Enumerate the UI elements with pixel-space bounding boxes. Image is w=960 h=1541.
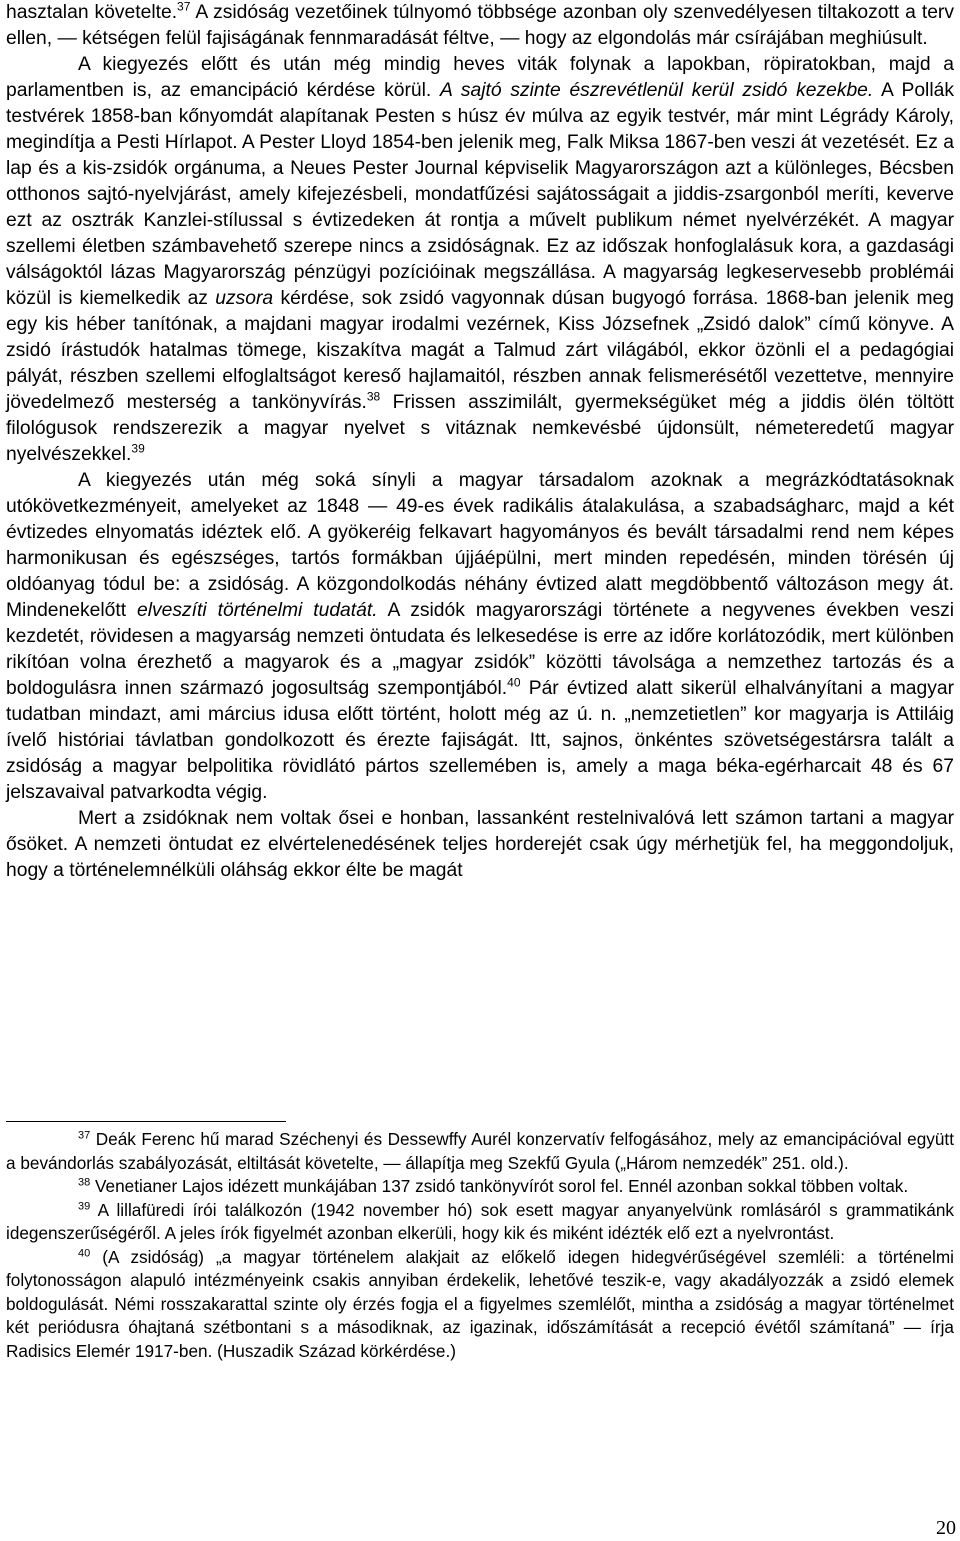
text-run: A kiegyezés után még soká sínyli a magyar társadalom azoknak a megrázkódtatásoknak utókövetkezményeit, amelyeket az 1848 — 49-es évek radikális átalakulása, a szabadságharc, majd a két évtizedes elnyomatás idéztek elő. A gyökeréig felkavart hagyományos és bevált társadalmi rend nem képes harmonikusan és egészséges, tartós formákban újjáépülni, mert minden repedésén, minden törésén új oldóanyag tódul be: a zsidóság. A közgondolkodás néhány évtized alatt megdöbbentő változáson megy át. Mindenekelőtt [6,470,954,621]
footnote-text: Deák Ferenc hű marad Széchenyi és Dessewffy Aurél konzervatív felfogásához, mely az emancipációval együtt a bevándorlás szabályozását, eltiltását követelte, — állapítja meg Szekfű Gyula („Három nemzedék” 251. old.). [6,1129,954,1173]
page-number: 20 [936,1517,956,1539]
text-run: A zsidóság vezetőinek túlnyomó többsége azonban oly szenvedélyesen tiltakozott a terv ellen, — kétségen felül fajiságának fennmaradását féltve, — hogy az elgondolás már csírájában meghiúsult. [6,2,954,49]
paragraph [6,806,954,884]
footnote-number: 38 [78,1176,91,1189]
emphasis-text: uzsora [215,288,274,309]
footnote-number: 40 [78,1246,91,1259]
emphasis-text: elveszíti történelmi tudatát. [137,600,378,621]
footnote [6,1246,954,1364]
text-run: Pár évtized alatt sikerül elhalványítani a magyar tudatban mindazt, ami március idusa előtt történt, holott még az ú. n. „nemzetietlen” kor magyarja is Attiláig ívelő históriai távlatban gondolkozott és érezte fajiságát. Itt, sajnos, önkéntes szövetségestársra talált a zsidóság a magyar belpolitika rövidlátó pártos szellemében is, amely a maga béka-egérharcait 48 és 67 jelszavaival patvarkodta végig. [6,678,955,803]
footnotes-section [6,1121,954,1363]
text-run: Mert a zsidóknak nem voltak ősei e honban, lassanként restelnivalóvá lett számon tartani a magyar ősöket. A nemzeti öntudat ez elvértelenedésének teljes horderejét csak úgy mérhetjük fel, ha meggondoljuk, hogy a történelemnélküli oláhság ekkor élte be magát [6,808,954,881]
footnote-number: 37 [78,1129,91,1142]
footnote [6,1199,954,1246]
footnote-ref[interactable]: 39 [131,441,145,456]
footnote-text: (A zsidóság) „a magyar történelem alakjait az előkelő idegen hidegvérűségével szemléli: a történelmi folytonosságon alapuló intézményeink csakis annyiban érdekelik, lehetővé teszik-e, vagy akadályozzák a zsidó elemek boldogulását. Némi rosszakarattal szinte oly érzés fogja el a figyelmes szemlélőt, mintha a zsidóság a magyar történelmet két periódusra óhajtaná szétbontani s a másodiknak, az igazinak, időszámítását a recepció évétől számítaná” — írja Radisics Elemér 1917-ben. (Huszadik Század körkérdése.) [6,1246,954,1361]
paragraph [6,52,954,468]
footnote-text: A lillafüredi írói találkozón (1942 november hó) sok esett magyar anyanyelvünk romlásáról s grammatikánk idegenszerűségéről. A jeles írók figyelmét azonban elkerüli, hogy kik és miként idézték elő ezt a nyelvrontást. [6,1199,954,1243]
paragraph [6,0,954,52]
footnote-ref[interactable]: 38 [366,389,381,404]
text-run: kérdése, sok zsidó vagyonnak dúsan bugyogó forrása. 1868-ban jelenik meg egy kis héber tanítónak, a majdani magyar irodalmi vezérnek, Kiss Józsefnek „Zsidó dalok” című könyve. A zsidó írástudók hatalmas tömege, kiszakítva magát a Talmud zárt világából, ekkor özönli el a pedagógiai pályát, részben szellemi elfoglaltságot kereső hajlamaitól, részben annak felismerésétől vezettetve, mennyire jövedelmező mesterség a tankönyvírás. [6,288,954,413]
page-body [6,0,954,884]
footnote-ref[interactable]: 40 [507,675,521,690]
paragraph [6,468,954,806]
text-run: Frissen asszimilált, gyermekségüket még a jiddis ölén töltött filológusok rendszerezik a magyar nyelvet s vitáznak nemkevésbé újdonsült, németeredetű magyar nyelvészekkel. [6,392,955,465]
footnote-text: Venetianer Lajos idézett munkájában 137 zsidó tankönyvírót sorol fel. Ennél azonban sokkal többen voltak. [90,1176,909,1196]
footnote [6,1128,954,1175]
footnote-separator [6,1121,286,1122]
footnote [6,1175,954,1199]
text-run: A Pollák testvérek 1858-ban kőnyomdát alapítanak Pesten s húsz év múlva az egyik testvér, már mint Légrády Károly, megindítja a Pesti Hírlapot. A Pester Lloyd 1854-ben jelenik meg, Falk Miksa 1867-ben veszi át vezetését. Ez a lap és a kis-zsidók orgánuma, a Neues Pester Journal képviselik Magyarországon azt a különleges, Bécsben otthonos sajtó-nyelvjárást, amely kifejezésbeli, mondatfűzési sajátosságait a jiddis-zsargonból meríti, keverve ezt az osztrák Kanzlei-stílussal s évtizedeken át rontja a művelt publikum német nyelvérzékét. A magyar szellemi életben számbavehető szerepe nincs a zsidóságnak. Ez az időszak honfoglalásuk kora, a gazdasági válságoktól lázas Magyarország pénzügyi pozícióinak megszállása. A magyarság legkeservesebb problémái közül is kiemelkedik az [6,80,954,309]
main-text [6,0,954,884]
emphasis-text: A sajtó szinte észrevétlenül kerül zsidó kezekbe. [440,80,874,101]
text-run: A kiegyezés előtt és után még mindig heves viták folynak a lapokban, röpiratokban, majd a parlamentben is, az emancipáció kérdése körül. [6,54,954,101]
text-run: A zsidók magyarországi története a negyvenes években veszi kezdetét, rövidesen a magyarság nemzeti öntudata és lelkesedése is erre az időre korlátozódik, mert különben rikítóan volna érezhető a magyarok és a „magyar zsidók” közötti távolsága a nemzethez tartozás és a boldogulásra innen származó jogosultság szempontjából. [6,600,955,699]
footnote-ref[interactable]: 37 [177,0,191,14]
text-run: hasztalan követelte. [6,2,178,23]
footnote-number: 39 [78,1199,91,1212]
